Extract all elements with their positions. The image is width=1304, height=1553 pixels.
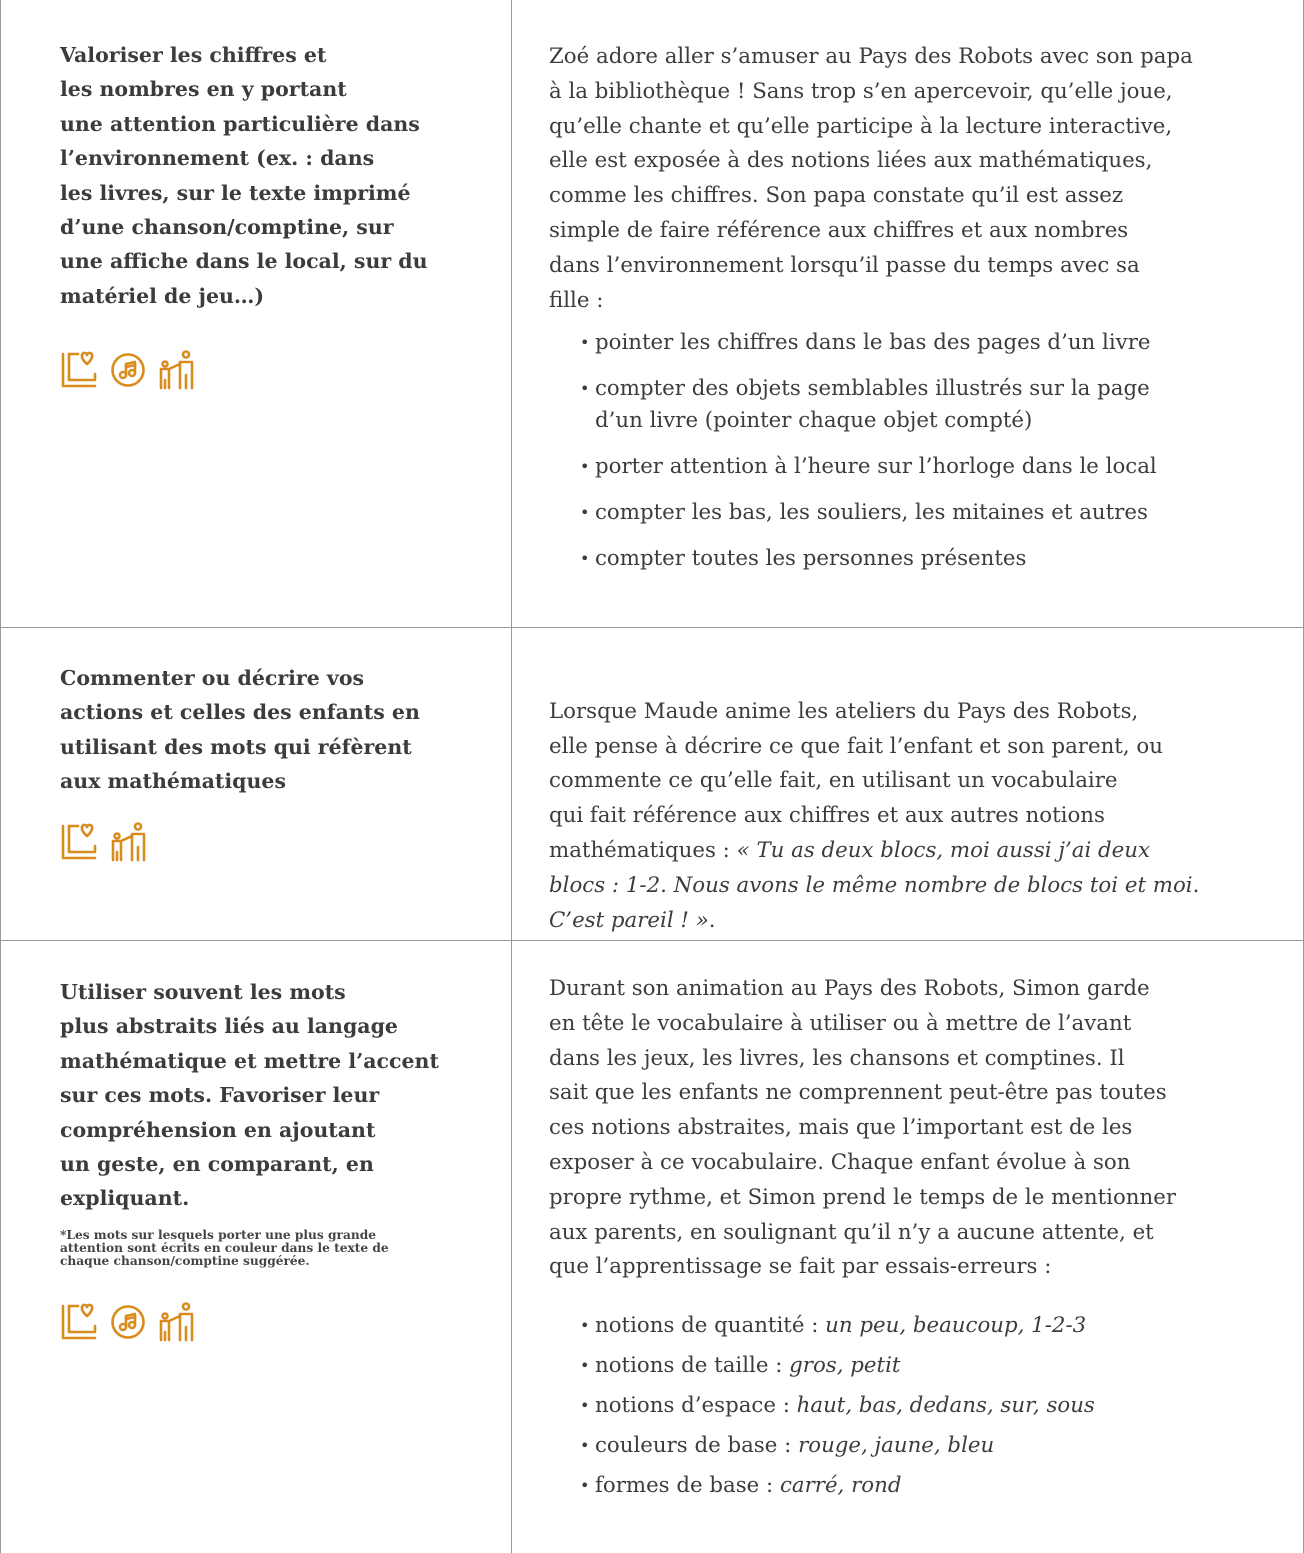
row-2-paragraph [549,660,1274,938]
book-heart-icon [60,822,98,862]
bullet-examples: un peu, beaucoup, 1-2-3 [825,1313,1087,1338]
row-3-heading: Utiliser souvent les mots plus abstraits liés au langage mathématique et mettre l’accent sur ces mots. Favoriser leur compréhension en ajoutant un geste, en comparant, en expliquant. [60,980,439,1211]
list-item [580,1390,1280,1422]
row-1-bullets [580,327,1280,575]
bullet-label: notions d’espace : [595,1393,797,1418]
bullet-examples: gros, petit [789,1353,901,1378]
bullet-label: notions de taille : [595,1353,790,1378]
bullet-examples: haut, bas, dedans, sur, sous [796,1393,1095,1418]
list-item [580,1350,1280,1382]
parent-child-icon [158,1302,196,1342]
bullet-examples: carré, rond [779,1473,902,1498]
parent-child-icon [110,822,148,862]
list-item: • compter des objets semblables illustrés sur la page d’un livre (pointer chaque objet compté) [580,373,1280,437]
list-item [580,1470,1280,1502]
book-heart-icon [60,1302,98,1342]
row-3-footnote: *Les mots sur lesquels porter une plus grande attention sont écrits en couleur dans le texte de chaque chanson/comptine suggérée. [60,1228,389,1269]
list-item [580,1310,1280,1342]
row-2-quote: « Tu as deux blocs, moi aussi j’ai deux blocs : 1-2. Nous avons le même nombre de blocs toi et moi. C’est pareil ! » [549,837,1200,933]
row-2-icons [60,822,148,862]
music-note-icon [110,1304,146,1340]
row-3-icons [60,1302,196,1342]
bullet-label: couleurs de base : [595,1433,799,1458]
row-1-icons [60,350,196,390]
list-item: • compter toutes les personnes présentes [580,543,1280,575]
bullet-label: formes de base : [595,1473,780,1498]
row-divider-1 [0,627,1304,628]
bullet-label: notions de quantité : [595,1313,826,1338]
row-1-paragraph: Zoé adore aller s’amuser au Pays des Robots avec son papa à la bibliothèque ! Sans trop s’en apercevoir, qu’elle joue, qu’elle chante et qu’elle participe à la lecture interactive, elle est exposée à des notions liées aux mathématiques, comme les chiffres. Son papa constate qu’il est assez simple de faire référence aux chiffres et aux nombres dans l’environnement lorsqu’il passe du temps avec sa fille : [549,44,1193,313]
row-2-paragraph-text: Lorsque Maude anime les ateliers du Pays des Robots, elle pense à décrire ce que fait l’enfant et son parent, ou commente ce qu’elle fait, en utilisant un vocabulaire qui fait référence aux chiffres et aux autres notions mathématiques : [549,698,1163,863]
list-item: • porter attention à l’heure sur l’horloge dans le local [580,451,1280,483]
bullet-examples: rouge, jaune, bleu [798,1433,995,1458]
music-note-icon [110,352,146,388]
row-3-paragraph: Durant son animation au Pays des Robots, Simon garde en tête le vocabulaire à utiliser ou à mettre de l’avant dans les jeux, les livres, les chansons et comptines. Il sait que les enfants ne comprennent peut-être pas toutes ces notions abstraites, mais que l’important est de les exposer à ce vocabulaire. Chaque enfant évolue à son propre rythme, et Simon prend le temps de le mentionner aux parents, en soulignant qu’il n’y a aucune attente, et que l’apprentissage se fait par essais-erreurs : [549,976,1176,1280]
list-item [580,1430,1280,1462]
parent-child-icon [158,350,196,390]
outer-left-rule [0,0,1,1553]
list-item: • pointer les chiffres dans le bas des pages d’un livre [580,327,1280,359]
row-1-heading: Valoriser les chiffres et les nombres en y portant une attention particulière dans l’environnement (ex. : dans les livres, sur le texte imprimé d’une chanson/comptine, sur une affiche dans le local, sur du matériel de jeu…) [60,43,428,308]
row-divider-2 [0,940,1304,941]
row-2-paragraph-end: . [708,907,716,933]
book-heart-icon [60,350,98,390]
column-divider [511,0,512,1553]
row-2-heading: Commenter ou décrire vos actions et celles des enfants en utilisant des mots qui réfèrent aux mathématiques [60,666,420,794]
list-item: • compter les bas, les souliers, les mitaines et autres [580,497,1280,529]
row-3-bullets [580,1310,1280,1502]
